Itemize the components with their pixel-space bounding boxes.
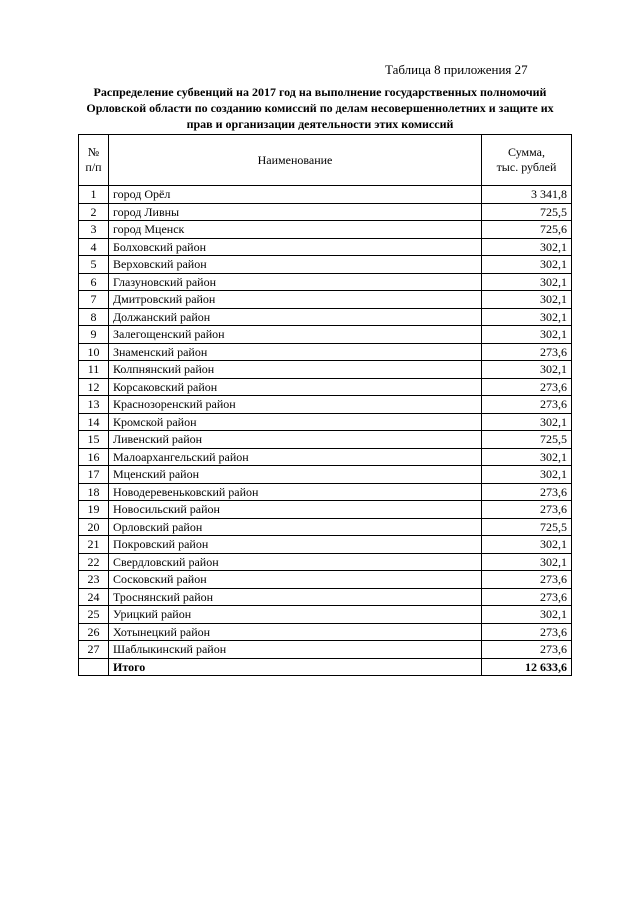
row-sum-cell: 273,6 [482,343,572,361]
table-body [79,186,572,676]
row-number-cell: 25 [79,606,109,624]
row-name-cell: Мценский район [109,466,482,484]
row-name-cell: Новосильский район [109,501,482,519]
table-row [79,518,572,536]
row-sum-cell: 302,1 [482,308,572,326]
row-name-cell: Корсаковский район [109,378,482,396]
row-sum-cell: 302,1 [482,361,572,379]
row-sum-cell: 302,1 [482,606,572,624]
row-name-cell: Залегощенский район [109,326,482,344]
table-row [79,641,572,659]
table-row [79,501,572,519]
row-name-cell: Сосковский район [109,571,482,589]
row-sum-cell: 725,5 [482,518,572,536]
row-number-cell: 11 [79,361,109,379]
row-name-cell: город Мценск [109,221,482,239]
row-sum-cell: 302,1 [482,256,572,274]
table-row [79,308,572,326]
row-name-cell: Краснозоренский район [109,396,482,414]
table-row [79,326,572,344]
table-row [79,431,572,449]
row-number-cell: 4 [79,238,109,256]
row-name-cell: Орловский район [109,518,482,536]
title-line-2: Орловской области по созданию комиссий по делам несовершеннолетних и защите их [86,101,554,115]
header-name: Наименование [109,135,482,186]
document-title [70,84,570,132]
row-number-cell: 27 [79,641,109,659]
row-number-cell: 3 [79,221,109,239]
row-number-cell: 24 [79,588,109,606]
table-row [79,571,572,589]
row-sum-cell: 302,1 [482,273,572,291]
row-number-cell: 15 [79,431,109,449]
table-row [79,291,572,309]
row-sum-cell: 3 341,8 [482,186,572,204]
row-number-cell: 7 [79,291,109,309]
header-sum-unit: тыс. рублей [496,160,557,174]
row-number-cell: 14 [79,413,109,431]
table-row [79,606,572,624]
table-row [79,396,572,414]
row-number-cell: 26 [79,623,109,641]
table-row [79,238,572,256]
table-caption-label: Таблица 8 приложения 27 [385,62,528,77]
row-sum-cell: 273,6 [482,501,572,519]
row-number-cell: 19 [79,501,109,519]
row-sum-cell: 273,6 [482,588,572,606]
row-sum-cell: 725,5 [482,203,572,221]
row-name-cell: Должанский район [109,308,482,326]
row-sum-cell: 302,1 [482,238,572,256]
row-number-cell: 17 [79,466,109,484]
row-sum-cell: 725,5 [482,431,572,449]
row-number-cell: 21 [79,536,109,554]
row-name-cell: Покровский район [109,536,482,554]
row-number-cell: 2 [79,203,109,221]
title-line-3: прав и организации деятельности этих комиссий [186,117,454,131]
row-name-cell: Верховский район [109,256,482,274]
total-row [79,658,572,676]
row-name-cell: Дмитровский район [109,291,482,309]
row-sum-cell: 302,1 [482,291,572,309]
row-number-cell: 18 [79,483,109,501]
row-name-cell: Троснянский район [109,588,482,606]
table-row [79,536,572,554]
row-name-cell: Кромской район [109,413,482,431]
table-row [79,256,572,274]
table-row [79,413,572,431]
row-sum-cell: 273,6 [482,378,572,396]
table-row [79,466,572,484]
table-row [79,186,572,204]
subsidy-table [78,134,572,676]
header-number-abbr: п/п [85,160,102,174]
row-number-cell: 22 [79,553,109,571]
row-number-cell: 8 [79,308,109,326]
row-name-cell: город Орёл [109,186,482,204]
row-number-cell: 6 [79,273,109,291]
total-number-cell [79,658,109,676]
row-sum-cell: 302,1 [482,536,572,554]
table-row [79,448,572,466]
row-number-cell: 5 [79,256,109,274]
row-sum-cell: 725,6 [482,221,572,239]
row-name-cell: Хотынецкий район [109,623,482,641]
header-sum-title: Сумма, [508,145,545,159]
table-row [79,483,572,501]
row-sum-cell: 273,6 [482,623,572,641]
row-name-cell: город Ливны [109,203,482,221]
row-sum-cell: 273,6 [482,483,572,501]
row-sum-cell: 273,6 [482,641,572,659]
table-row [79,361,572,379]
row-name-cell: Ливенский район [109,431,482,449]
table-row [79,343,572,361]
row-number-cell: 1 [79,186,109,204]
total-label-cell: Итого [109,658,482,676]
row-number-cell: 10 [79,343,109,361]
row-sum-cell: 273,6 [482,571,572,589]
row-name-cell: Колпнянский район [109,361,482,379]
header-number [79,135,109,186]
row-sum-cell: 302,1 [482,553,572,571]
total-sum-cell: 12 633,6 [482,658,572,676]
row-name-cell: Шаблыкинский район [109,641,482,659]
title-line-1: Распределение субвенций на 2017 год на выполнение государственных полномочий [93,85,547,99]
row-number-cell: 13 [79,396,109,414]
row-name-cell: Знаменский район [109,343,482,361]
row-sum-cell: 273,6 [482,396,572,414]
row-name-cell: Болховский район [109,238,482,256]
table-row [79,588,572,606]
row-name-cell: Глазуновский район [109,273,482,291]
table-row [79,203,572,221]
row-name-cell: Малоархангельский район [109,448,482,466]
row-number-cell: 16 [79,448,109,466]
row-name-cell: Свердловский район [109,553,482,571]
row-name-cell: Новодеревеньковский район [109,483,482,501]
table-row [79,273,572,291]
row-sum-cell: 302,1 [482,448,572,466]
row-sum-cell: 302,1 [482,326,572,344]
row-name-cell: Урицкий район [109,606,482,624]
row-number-cell: 12 [79,378,109,396]
header-number-symbol: № [87,145,100,159]
table-row [79,553,572,571]
row-number-cell: 20 [79,518,109,536]
table-header-row [79,135,572,186]
row-number-cell: 23 [79,571,109,589]
row-sum-cell: 302,1 [482,413,572,431]
row-sum-cell: 302,1 [482,466,572,484]
row-number-cell: 9 [79,326,109,344]
table-row [79,221,572,239]
table-row [79,378,572,396]
table-row [79,623,572,641]
header-sum [482,135,572,186]
